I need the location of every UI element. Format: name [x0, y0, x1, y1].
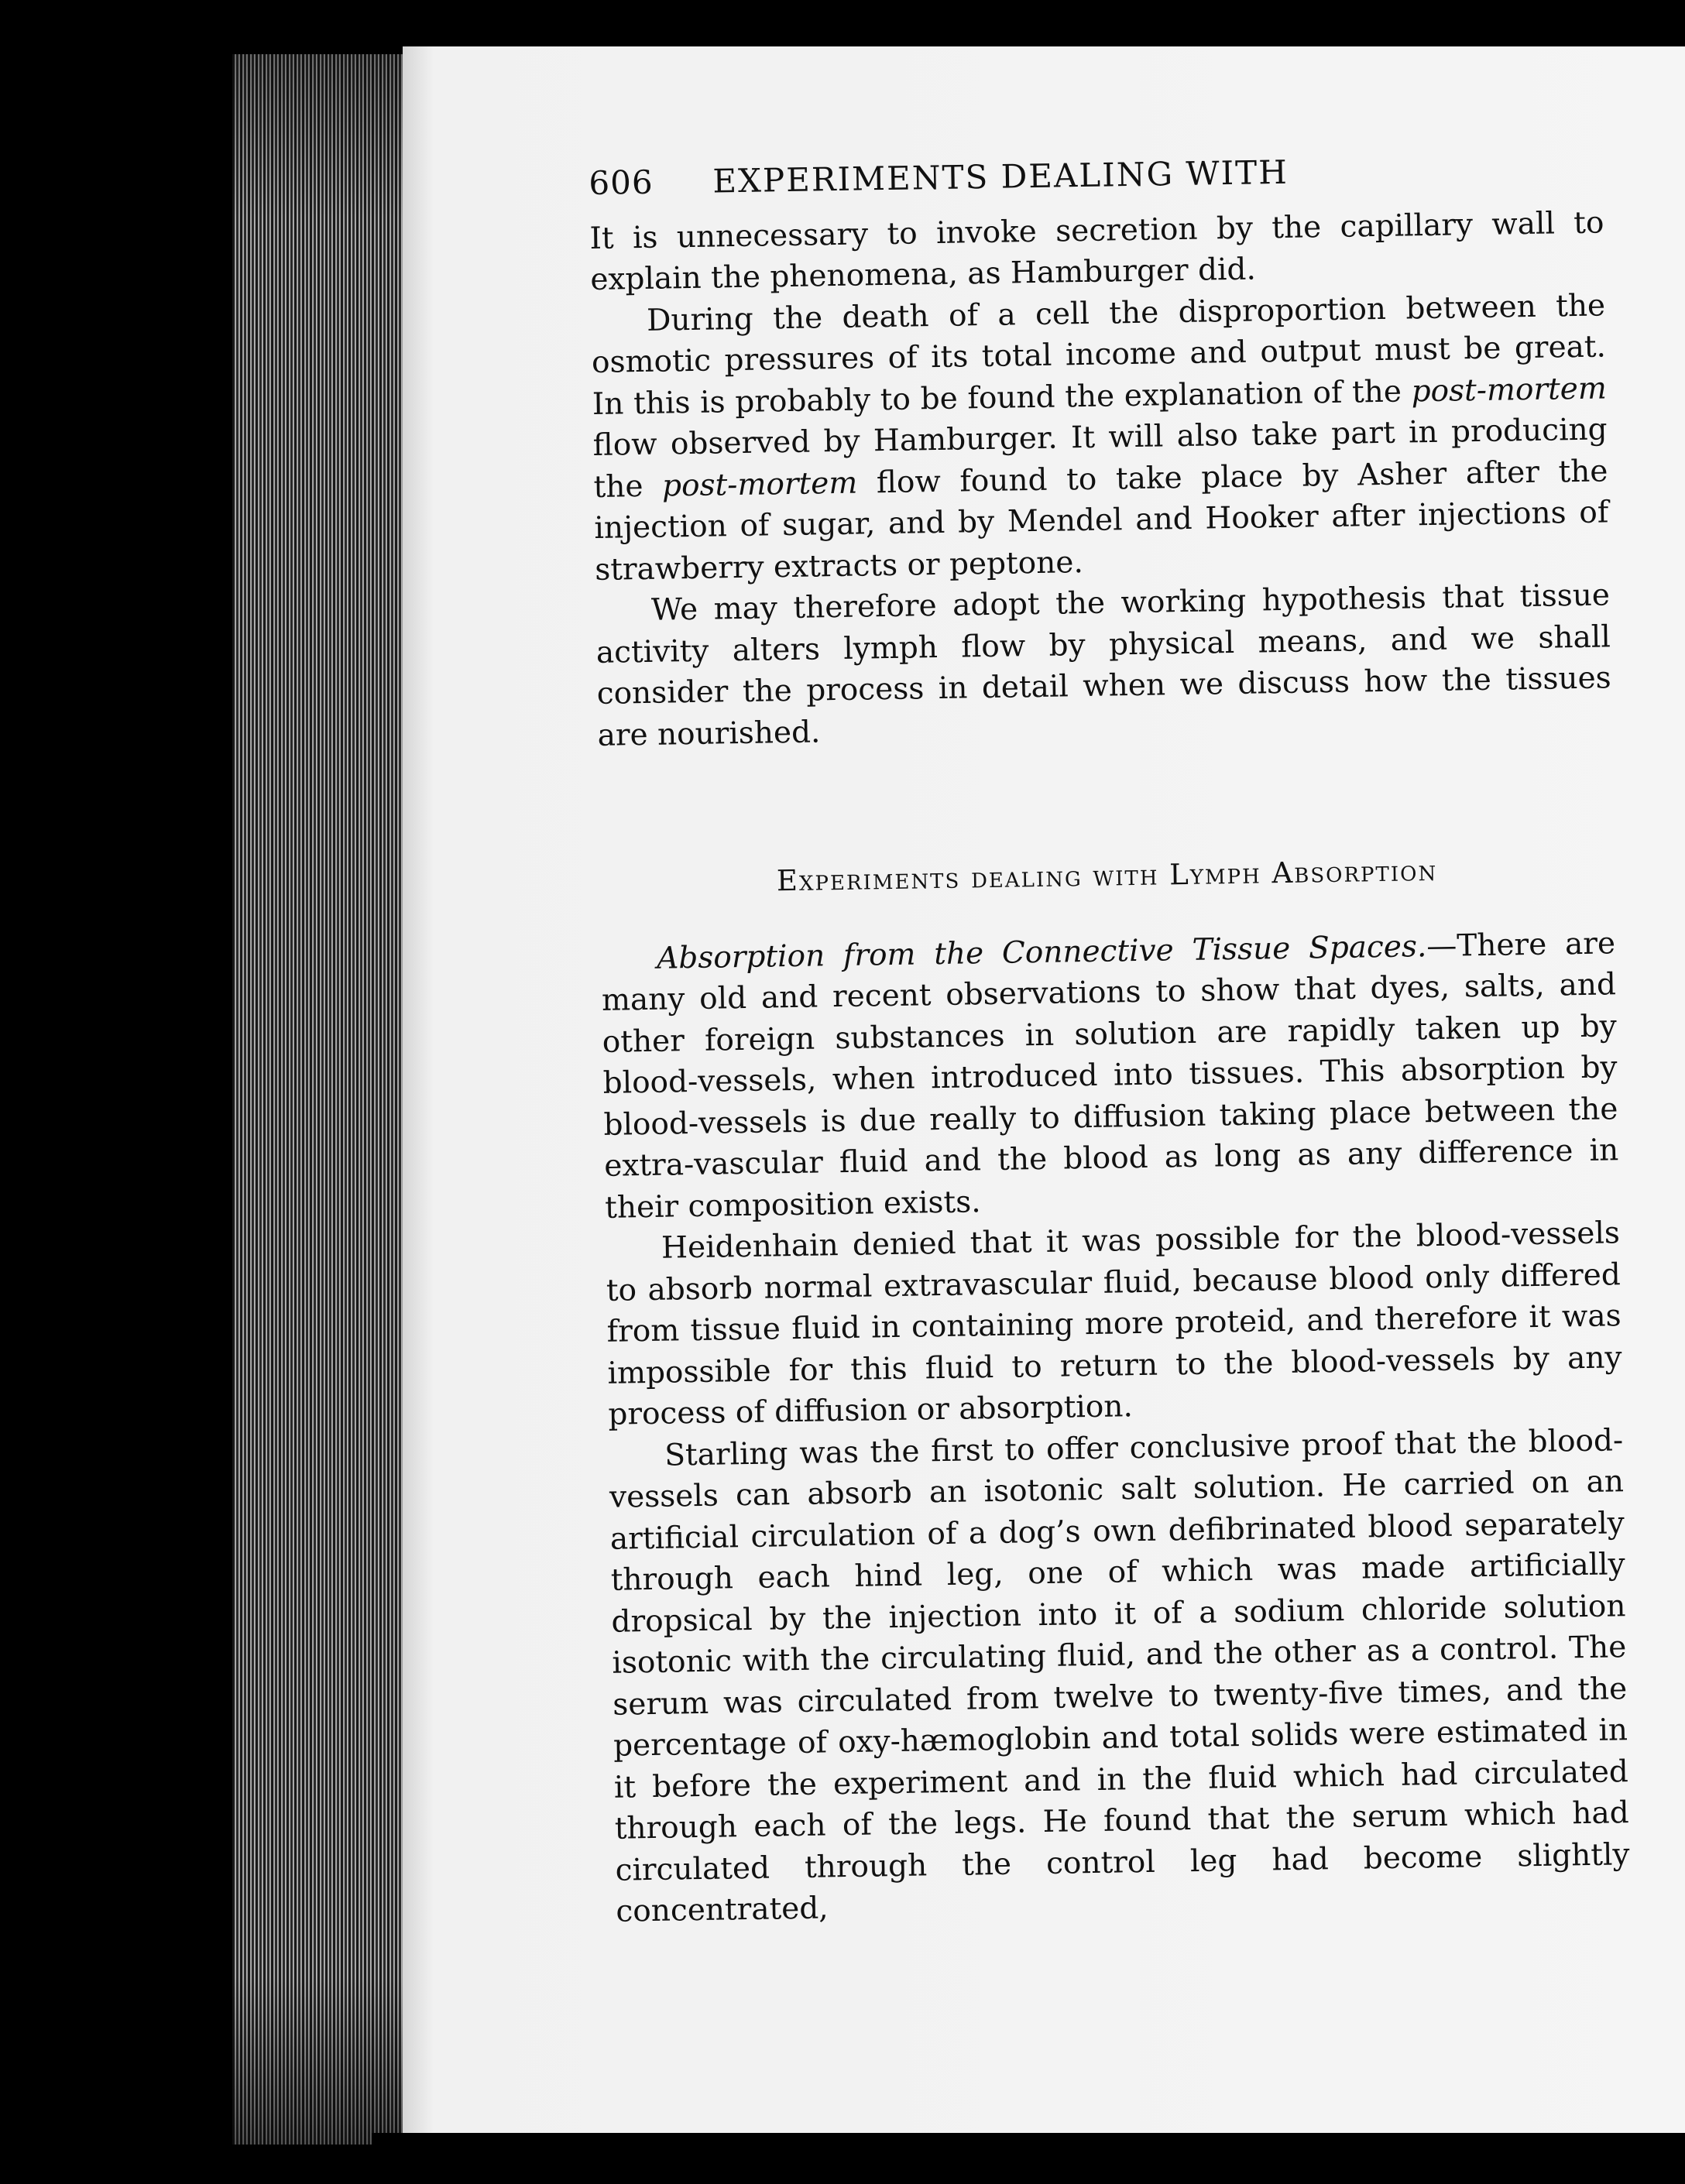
italic-term: post-mortem: [661, 465, 858, 504]
paragraph-text: flow observed by Hamburger. It will also take part in producing the: [592, 412, 1608, 505]
running-head-title: EXPERIMENTS DEALING WITH: [712, 153, 1289, 201]
page-number: 606: [589, 163, 654, 202]
paragraph-working-hypothesis: We may therefore adopt the working hypothesis that tissue activity alters lymph flow by physical means, and we shall consider the process in detail when we discuss how the tissues are nourished.: [595, 578, 1611, 753]
paragraph-starling: Starling was the first to offer conclusive proof that the blood-vessels can absorb an isotonic salt solution. He carried on an artificial circulation of a dog’s own defibrinated blood separately through each hind leg, one of which was made artificially dropsical by the injection into it of a sodium chloride solution isotonic with the circulating fluid, and the other as a control. The serum was circulated from twelve to twenty-five times, and the percentage of oxy-hæmoglobin and total solids were estimated in it before the experiment and in the fluid which had circulated through each of the legs. He found that the serum which had circulated through the control leg had become slightly concentrated,: [609, 1422, 1630, 1929]
paragraph-death-of-cell: [591, 285, 1610, 591]
paragraph-absorption: [601, 923, 1620, 1229]
italic-term: post-mortem: [1411, 370, 1608, 409]
page-content: [589, 146, 1631, 1932]
paragraph-lead: Absorption from the Connective Tissue Spaces.: [656, 928, 1427, 976]
paragraph-text: flow found to take place by Asher after the injection of sugar, and by Mendel and Hooker after injections of strawberry extracts or peptone.: [594, 453, 1609, 588]
paragraph-heidenhain: Heidenhain denied that it was possible for the blood-vessels to absorb normal extravascular fluid, because blood only differed from tissue fluid in containing more proteid, and therefore it was impossible for this fluid to return to the blood-vessels by any process of diffusion or absorption.: [606, 1215, 1622, 1432]
page-edges: [232, 54, 410, 2145]
section-heading: Experiments dealing with Lymph Absorption: [776, 853, 1438, 898]
page-bottom-shadow: [372, 2133, 1685, 2184]
paragraph-continuation: It is unnecessary to invoke secretion by the capillary wall to explain the phenomena, as Hamburger did.: [589, 204, 1604, 297]
paragraph-text: During the death of a cell the disproportion between the osmotic pressures of its total income and output must be great. In this is probably to be found the explanation of the: [591, 287, 1607, 422]
paragraph-text: —There are many old and recent observations to show that dyes, salts, and other foreign substances in solution are rapidly taken up by blood-vessels, when introduced into tissues. This absorption by blood-vessels is due really to diffusion taking place between the extra-vascular fluid and the blood as long as any difference in their composition exists.: [601, 925, 1619, 1226]
